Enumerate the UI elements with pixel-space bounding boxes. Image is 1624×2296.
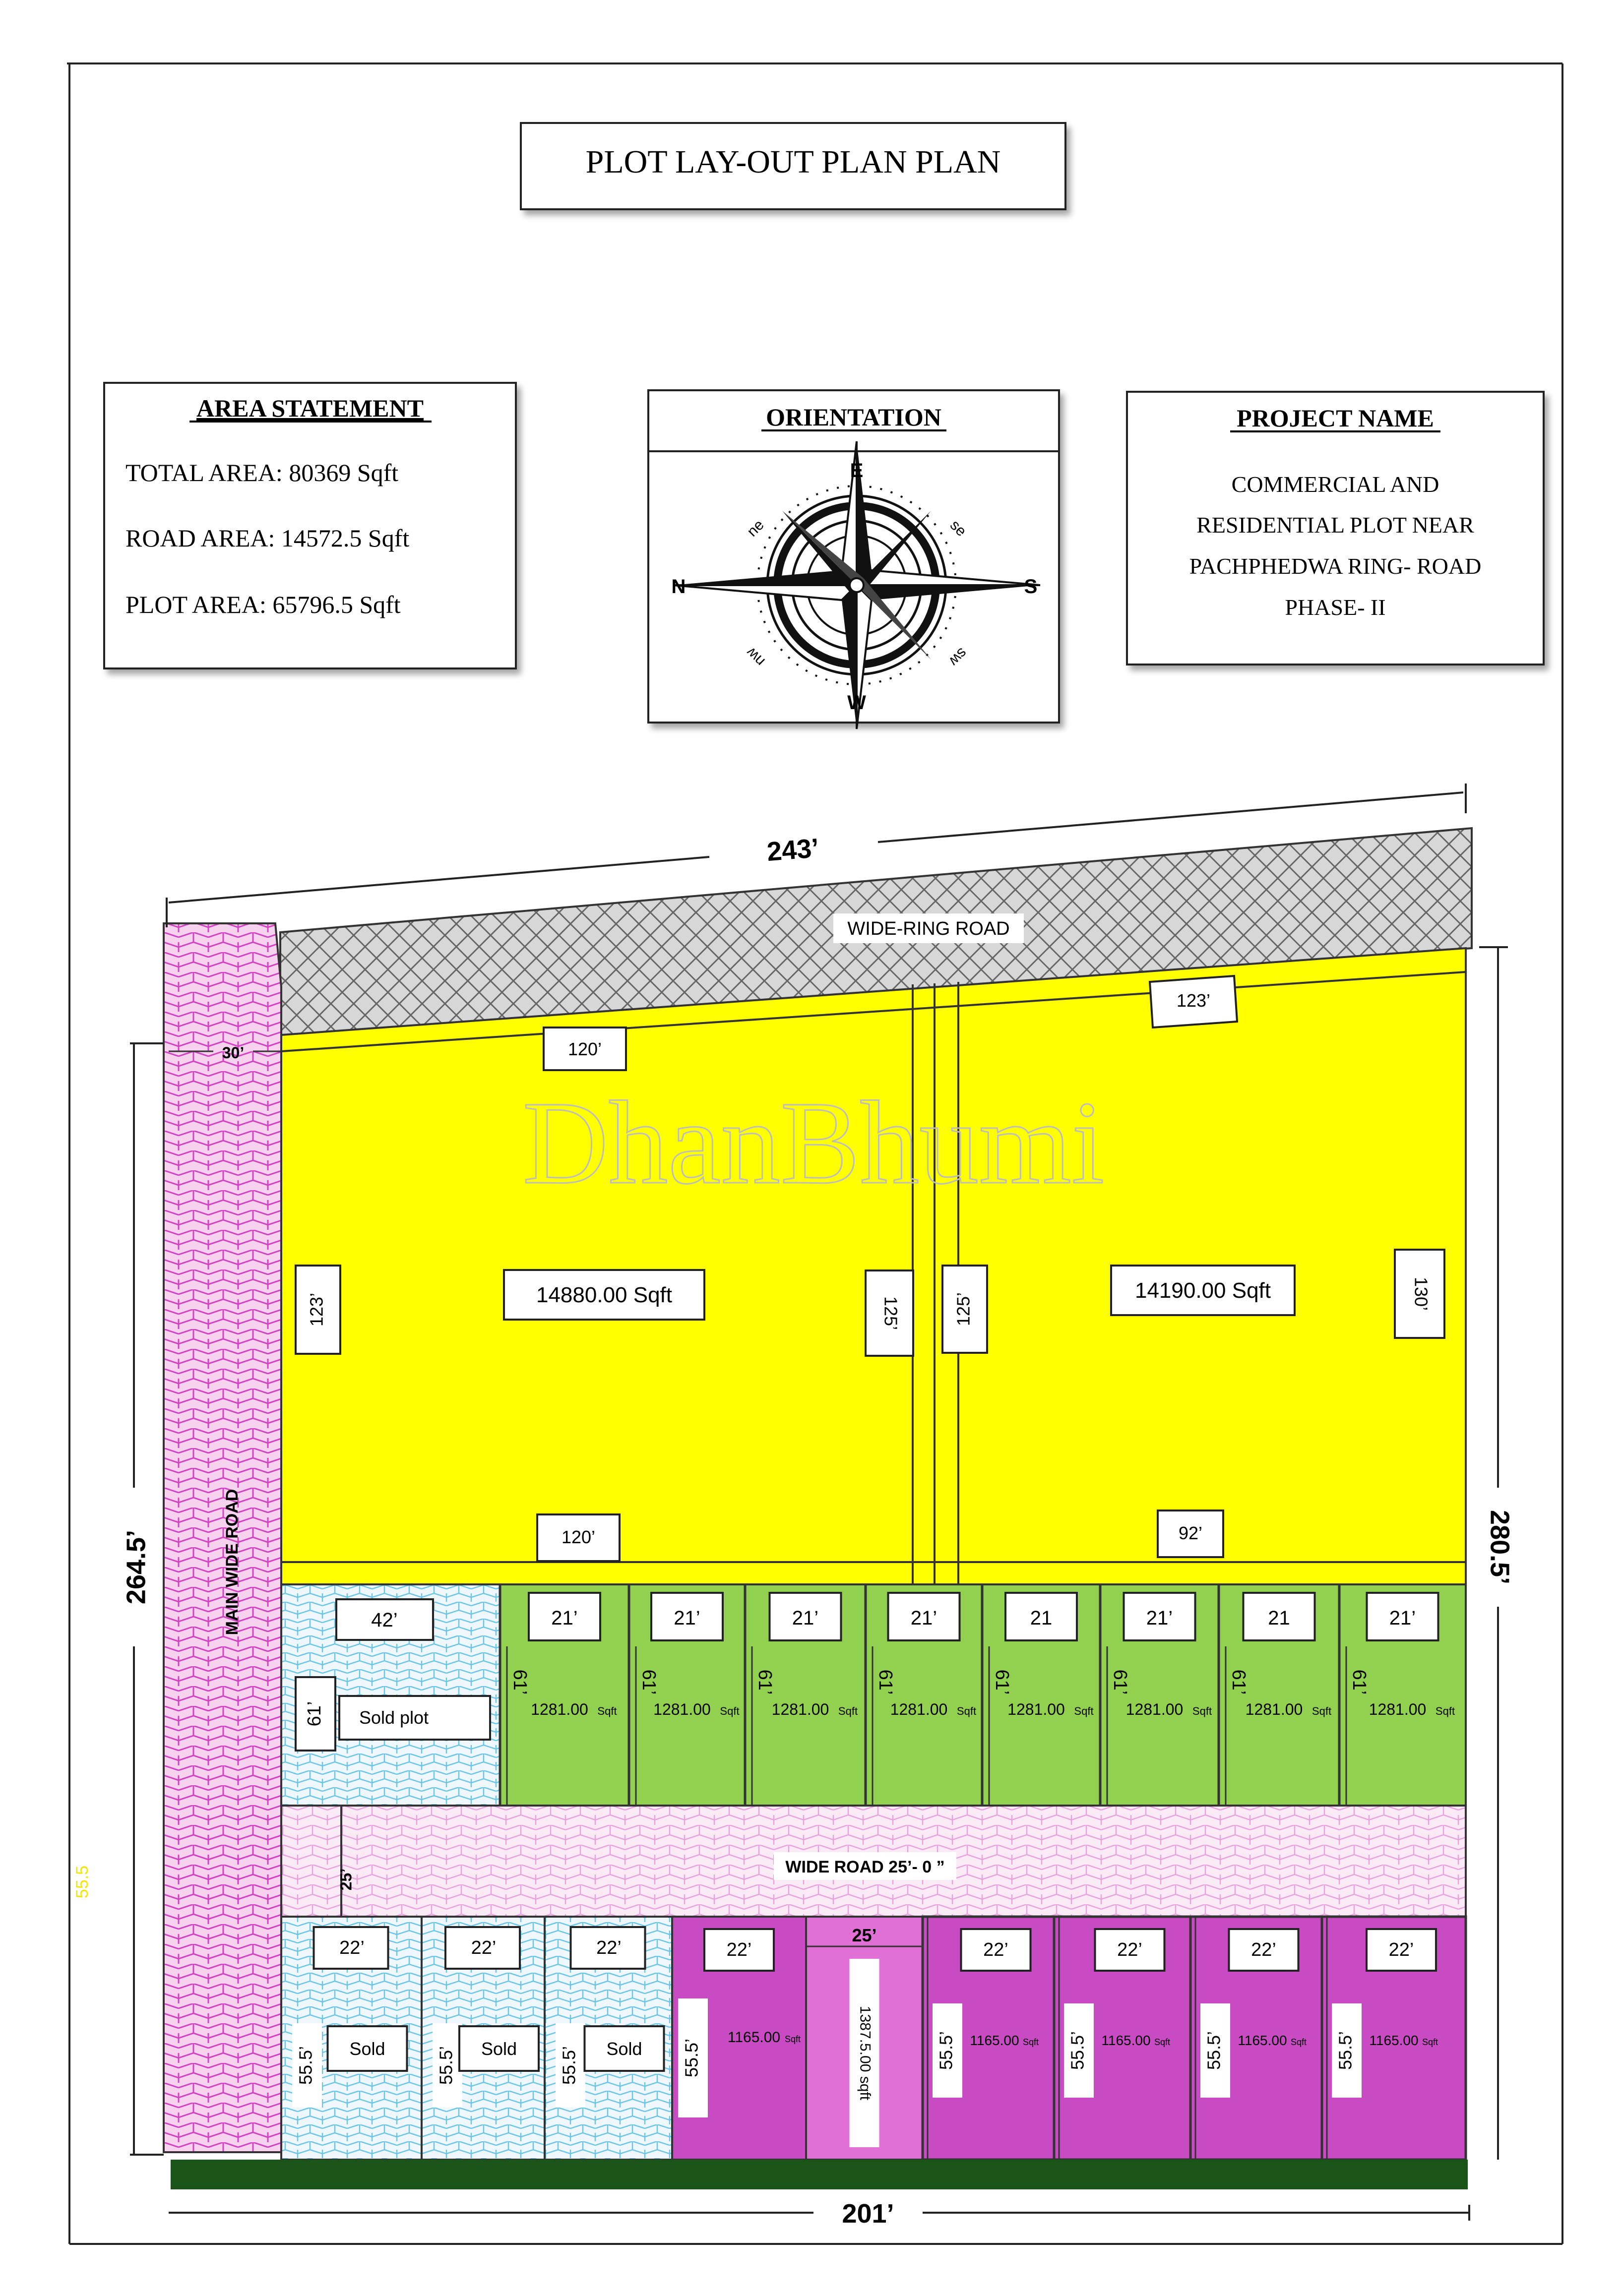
area-statement-heading: AREA STATEMENT <box>196 394 424 422</box>
big-plot-2-top: 123’ <box>1176 990 1211 1011</box>
middle-plot-area: 1281.00 <box>1007 1700 1065 1718</box>
sold-plot-label: Sold plot <box>359 1707 429 1728</box>
middle-plot-unit: Sqft <box>838 1705 858 1717</box>
bottom-sold-depth: 55.5’ <box>295 2046 316 2085</box>
middle-plot-depth: 61’ <box>509 1669 530 1695</box>
corner-plot <box>806 1917 923 2160</box>
middle-plot-depth: 61’ <box>1109 1669 1130 1695</box>
bottom-plot-area: 1165.00 <box>970 2033 1019 2048</box>
compass-north: N <box>671 576 686 598</box>
middle-plot-width: 21’ <box>674 1607 700 1629</box>
dim-bottom: 201’ <box>842 2199 894 2229</box>
middle-plot-depth: 61’ <box>754 1669 775 1695</box>
dim-left: 264.5’ <box>121 1529 151 1605</box>
middle-plot-unit: Sqft <box>1192 1705 1212 1717</box>
middle-plot-depth: 61’ <box>1348 1669 1370 1695</box>
big-plot-1-left: 123’ <box>306 1292 327 1327</box>
middle-plot-unit: Sqft <box>956 1705 977 1717</box>
corner-plot-area: 1387.5.00 sqft <box>857 2005 874 2101</box>
middle-plot-unit: Sqft <box>1074 1705 1094 1717</box>
compass-nw: nw <box>743 644 768 669</box>
middle-plot-depth: 61’ <box>874 1669 896 1695</box>
bottom-plot-depth: 55.5’ <box>936 2031 956 2070</box>
middle-plot-unit: Sqft <box>597 1705 617 1717</box>
middle-plot-area: 1281.00 <box>1245 1700 1303 1718</box>
project-line-3: PACHPHEDWA RING- ROAD <box>1189 553 1482 579</box>
project-name-box <box>1127 392 1544 665</box>
bottom-plot-unit: Sqft <box>1290 2037 1307 2047</box>
sold-plot-width: 42’ <box>371 1609 398 1631</box>
middle-plot-area: 1281.00 <box>771 1700 829 1718</box>
bottom-plot-width: 22’ <box>983 1939 1008 1960</box>
bottom-sold-plot <box>281 1917 422 2160</box>
corner-plot-width: 25’ <box>852 1925 877 1945</box>
middle-plot-width: 21 <box>1030 1607 1053 1629</box>
project-heading: PROJECT NAME <box>1237 404 1434 432</box>
bottom-plot-width: 22’ <box>1251 1939 1276 1960</box>
middle-plot-depth: 61’ <box>638 1669 659 1695</box>
bottom-sold-plot <box>422 1917 545 2160</box>
middle-plot-area: 1281.00 <box>531 1700 588 1718</box>
bottom-plot-area: 1165.00 <box>1369 2033 1419 2048</box>
middle-plot-area: 1281.00 <box>1125 1700 1184 1718</box>
middle-plot-depth: 61’ <box>991 1669 1012 1695</box>
title-box <box>521 123 1065 209</box>
big-plot-2-right: 130’ <box>1411 1276 1432 1311</box>
big-plot-1-right: 125’ <box>880 1296 901 1330</box>
green-boundary-strip <box>171 2160 1468 2189</box>
dim-top: 243’ <box>765 833 820 867</box>
compass-ne: ne <box>744 516 767 540</box>
ring-road-label: WIDE-RING ROAD <box>847 918 1010 939</box>
bottom-plot-depth: 55.5’ <box>1335 2031 1356 2070</box>
area-statement-box <box>104 383 516 668</box>
watermark: DhanBhumi <box>522 1077 1105 1208</box>
bottom-sold-width: 22’ <box>339 1937 365 1958</box>
bottom-plot-unit: Sqft <box>1154 2037 1171 2047</box>
middle-plot-width: 21’ <box>910 1607 937 1629</box>
big-plot-2-area: 14190.00 Sqft <box>1134 1278 1271 1303</box>
middle-plot-unit: Sqft <box>1435 1705 1455 1717</box>
dim-right: 280.5’ <box>1485 1510 1515 1585</box>
big-plot-1-top: 120’ <box>567 1039 602 1059</box>
middle-plot-area: 1281.00 <box>653 1700 711 1718</box>
compass-west: W <box>847 692 866 714</box>
compass-sw: sw <box>946 645 971 669</box>
middle-plot-width: 21’ <box>1389 1607 1416 1629</box>
main-road-label: MAIN WIDE ROAD <box>222 1489 242 1635</box>
bottom-plot-depth: 55.5’ <box>1067 2031 1088 2070</box>
road-area: ROAD AREA: 14572.5 Sqft <box>125 524 410 552</box>
middle-plot-unit: Sqft <box>1312 1705 1332 1717</box>
sold-plot-depth: 61’ <box>304 1701 325 1727</box>
middle-plot-area: 1281.00 <box>1369 1700 1427 1718</box>
big-plot-1-bottom: 120’ <box>561 1527 596 1547</box>
middle-plot-row <box>281 1584 1466 1806</box>
bottom-plot-unit: Sqft <box>1022 2037 1039 2047</box>
project-line-4: PHASE- II <box>1285 595 1386 620</box>
plot-area: PLOT AREA: 65796.5 Sqft <box>125 591 401 618</box>
bottom-sold-width: 22’ <box>596 1937 622 1958</box>
bottom-plot-width: 22’ <box>1117 1939 1142 1960</box>
compass-east: E <box>850 460 864 482</box>
bottom-sold-depth: 55.5’ <box>559 2046 579 2085</box>
project-line-1: COMMERCIAL AND <box>1231 472 1439 497</box>
orientation-box <box>648 390 1059 729</box>
big-plot-1-area: 14880.00 Sqft <box>536 1283 673 1307</box>
middle-plot-width: 21’ <box>792 1607 819 1629</box>
middle-plot-unit: Sqft <box>720 1705 740 1717</box>
compass-south: S <box>1024 576 1038 598</box>
bottom-sold-width: 22’ <box>471 1937 497 1958</box>
main-road-width: 30’ <box>222 1044 245 1062</box>
bottom-plot-unit: Sqft <box>1422 2037 1438 2047</box>
bottom-plot-unit: Sqft <box>784 2034 801 2044</box>
total-area: TOTAL AREA: 80369 Sqft <box>125 459 399 486</box>
bottom-sold-label: Sold <box>606 2039 642 2059</box>
middle-plot-area: 1281.00 <box>890 1700 948 1718</box>
compass-se: se <box>946 517 970 540</box>
bottom-sold-plot <box>545 1917 672 2160</box>
wide-road-width: 25’ <box>337 1868 355 1891</box>
middle-plot-depth: 61’ <box>1228 1669 1249 1695</box>
big-plot-2-left: 125’ <box>953 1292 974 1327</box>
bottom-plot-row <box>281 1917 1466 2160</box>
big-plot-2-bottom: 92’ <box>1178 1523 1203 1543</box>
project-line-2: RESIDENTIAL PLOT NEAR <box>1196 512 1474 538</box>
bottom-plot-depth: 55.5’ <box>681 2038 702 2078</box>
bottom-plot-area: 1165.00 <box>1101 2033 1151 2048</box>
bottom-sold-depth: 55.5’ <box>436 2046 456 2085</box>
middle-plot-width: 21’ <box>551 1607 578 1629</box>
bottom-sold-label: Sold <box>481 2039 517 2059</box>
bottom-sold-label: Sold <box>349 2039 385 2059</box>
middle-plot-width: 21 <box>1268 1607 1290 1629</box>
bottom-plot-depth: 55.5’ <box>1203 2031 1224 2070</box>
bottom-plot-area: 1165.00 <box>727 2029 781 2046</box>
dim-stray: 55.5 <box>72 1865 92 1899</box>
wide-road-label: WIDE ROAD 25’- 0 ” <box>785 1858 945 1876</box>
page-title: PLOT LAY-OUT PLAN PLAN <box>585 144 1001 180</box>
middle-plot-width: 21’ <box>1146 1607 1173 1629</box>
bottom-plot-width: 22’ <box>726 1939 752 1960</box>
bottom-plot-area: 1165.00 <box>1238 2033 1287 2048</box>
orientation-heading: ORIENTATION <box>766 403 941 431</box>
bottom-plot-width: 22’ <box>1388 1939 1414 1960</box>
